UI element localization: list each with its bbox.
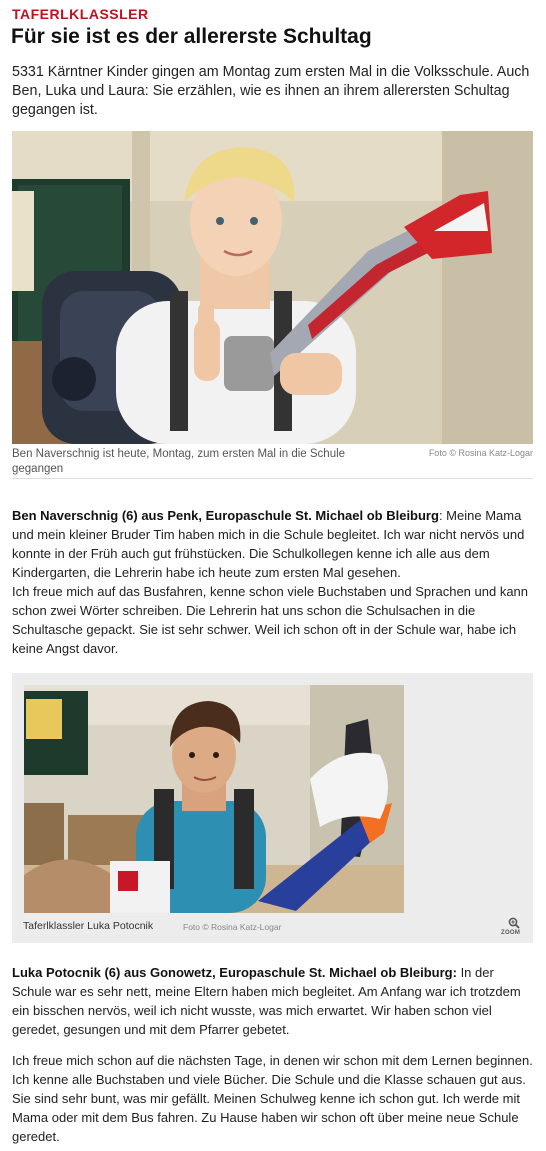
article-kicker: TAFERLKLASSLER [12,6,149,22]
section-ben-paragraph-2: Ich freue mich auf das Busfahren, kenne schon viele Buchstaben und Sprachen und kann schon zwei Wörter schreiben. Die Lehrerin hat uns schon die Schulsachen in die Schultasche gepackt. Sie ist sehr schwer. Weil ich schon oft in der Schule war, habe ich keine Angst davor. [12,584,529,656]
divider [12,478,533,479]
section-luka [12,963,534,1151]
photo1-credit: Foto © Rosina Katz-Logar [428,448,533,458]
section-ben [12,506,534,658]
zoom-button[interactable] [501,917,525,937]
photo-ben-naverschnig [12,131,533,444]
section-luka-name: Luka Potocnik (6) aus Gonowetz, Europaschule St. Michael ob Bleiburg: [12,965,457,980]
photo-luka-potocnik[interactable] [24,685,404,913]
section-ben-separator: : [438,508,443,523]
section-ben-name: Ben Naverschnig (6) aus Penk, Europaschule St. Michael ob Bleiburg [12,508,439,523]
article-lead: 5331 Kärntner Kinder gingen am Montag zum ersten Mal in die Volksschule. Auch Ben, Luka und Laura: Sie erzählen, wie es ihnen an ihrem allerersten Schultag gegangen ist. [12,64,530,118]
photo-gallery [12,673,533,943]
zoom-label: ZOOM [501,930,521,936]
section-luka-paragraph-1 [12,963,534,1039]
photo1-caption: Ben Naverschnig ist heute, Montag, zum ersten Mal in die Schule gegangen [12,448,346,475]
section-ben-paragraph-1 [12,506,534,582]
section-ben-text-1: Meine Mama und mein kleiner Bruder Tim haben mich in die Schule begleitet. Ich war nicht nervös und konnte in der Früh auch gut frühstücken. Die Schulkollegen kenne ich alle aus dem Kindergarten, die Lehrerin habe ich heute zum ersten Mal gesehen. [12,508,525,580]
photo2-credit: Foto © Rosina Katz-Logar [183,922,282,932]
section-luka-text-1: In der Schule war es sehr nett, meine Eltern haben mich begleitet. Am Anfang war ich trotzdem ein bisschen nervös, weil ich nicht wusste, was mich erwartet. Wir haben schon viel geredet, gesungen und mit dem Pfarrer gebetet. [12,965,521,1037]
zoom-icon [508,917,520,929]
section-luka-paragraph-2: Ich freue mich schon auf die nächsten Tage, in denen wir schon mit dem Lernen beginnen. Ich kenne alle Buchstaben und viele Bücher. Die Schule und die Klasse schauen gut aus. Sie sind sehr bunt, was mir gefällt. Meinen Schulweg kenne ich schon gut. Ich werde mit Mama oder mit dem Bus fahren. Zu Hause haben wir schon oft über meine neue Schule geredet. [12,1053,533,1144]
article-headline: Für sie ist es der allererste Schultag [11,25,372,48]
photo2-caption: Taferlklassler Luka Potocnik [23,920,154,932]
